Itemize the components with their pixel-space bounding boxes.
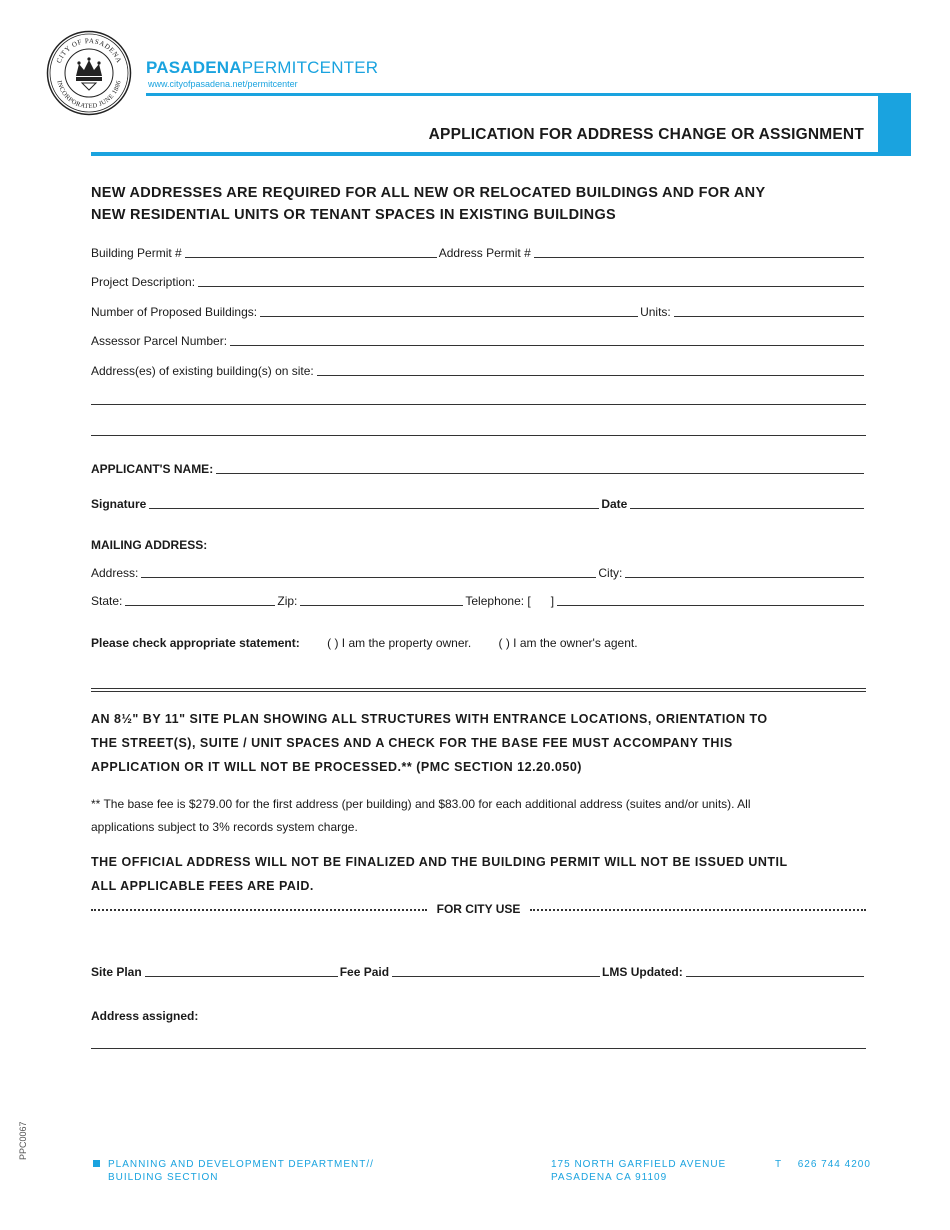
buildings-units-row: [91, 305, 866, 319]
fee-line-1: ** The base fee is $279.00 for the first address (per building) and $83.00 for each additional address (suites and/or units). All: [91, 797, 751, 811]
apn-label: Assessor Parcel Number:: [91, 334, 228, 348]
project-description-field[interactable]: [198, 285, 864, 287]
existing-addresses-row: [91, 364, 866, 378]
city-label: City:: [598, 566, 623, 580]
address-field[interactable]: [141, 576, 596, 578]
header-rule: [146, 93, 878, 96]
site-plan-notice: [91, 707, 871, 779]
fee-paid-field[interactable]: [392, 975, 600, 977]
permitcenter-url[interactable]: www.cityofpasadena.net/permitcenter: [148, 79, 298, 89]
agent-checkbox[interactable]: ( ) I am the owner's agent.: [498, 636, 638, 650]
zip-label: Zip:: [277, 594, 298, 608]
site-plan-field[interactable]: [145, 975, 338, 977]
project-description-row: [91, 275, 866, 289]
notice-line-2: THE STREET(S), SUITE / UNIT SPACES AND A CHECK FOR THE BASE FEE MUST ACCOMPANY THIS: [91, 736, 733, 750]
telephone-bracket-close: ]: [550, 594, 555, 608]
existing-addresses-line-2[interactable]: [91, 404, 866, 405]
finalization-notice: [91, 850, 871, 898]
applicant-name-label: APPLICANT'S NAME:: [91, 462, 214, 476]
date-field[interactable]: [630, 507, 864, 509]
building-permit-field[interactable]: [185, 256, 437, 258]
signature-label: Signature: [91, 497, 147, 511]
mailing-address-row: [91, 566, 866, 580]
headline-line-1: NEW ADDRESSES ARE REQUIRED FOR ALL NEW OR RELOCATED BUILDINGS AND FOR ANY: [91, 185, 766, 201]
footer-address: [551, 1158, 726, 1184]
form-title: APPLICATION FOR ADDRESS CHANGE OR ASSIGNMENT: [428, 126, 864, 143]
lms-updated-field[interactable]: [686, 975, 864, 977]
dotted-rule-right: [530, 909, 866, 911]
brand-light: PERMITCENTER: [241, 58, 379, 77]
address-assigned-field[interactable]: [91, 1048, 866, 1049]
telephone-label: Telephone: [: [465, 594, 531, 608]
fee-line-2: applications subject to 3% records system charge.: [91, 820, 358, 834]
state-zip-phone-row: [91, 594, 866, 608]
notice-line-1: AN 8½" BY 11" SITE PLAN SHOWING ALL STRUCTURES WITH ENTRANCE LOCATIONS, ORIENTATION TO: [91, 712, 768, 726]
applicant-name-field[interactable]: [216, 472, 864, 474]
telephone-field[interactable]: [557, 604, 864, 606]
phone-label: T: [775, 1159, 782, 1170]
num-buildings-label: Number of Proposed Buildings:: [91, 305, 258, 319]
signature-row: [91, 497, 866, 511]
state-field[interactable]: [125, 604, 275, 606]
brand-logo: [146, 58, 378, 78]
address-permit-field[interactable]: [534, 256, 864, 258]
units-label: Units:: [640, 305, 671, 319]
footer-phone: [775, 1158, 871, 1171]
signature-field[interactable]: [149, 507, 599, 509]
num-buildings-field[interactable]: [260, 315, 638, 317]
form-code: PPC0067: [18, 1121, 28, 1160]
date-label: Date: [601, 497, 628, 511]
fee-note: [91, 793, 866, 839]
statement-label: Please check appropriate statement:: [91, 636, 300, 650]
permit-numbers-row: [91, 246, 866, 260]
address-assigned-label: Address assigned:: [91, 1009, 199, 1023]
addr-line-2: PASADENA CA 91109: [551, 1172, 668, 1183]
mailing-address-heading: MAILING ADDRESS:: [91, 538, 208, 552]
final-line-1: THE OFFICIAL ADDRESS WILL NOT BE FINALIZED AND THE BUILDING PERMIT WILL NOT BE ISSUED UNTIL: [91, 855, 788, 869]
final-line-2: ALL APPLICABLE FEES ARE PAID.: [91, 879, 314, 893]
city-use-divider: [91, 901, 866, 917]
existing-addresses-label: Address(es) of existing building(s) on site:: [91, 364, 314, 378]
zip-field[interactable]: [300, 604, 463, 606]
building-permit-label: Building Permit #: [91, 246, 182, 260]
project-description-label: Project Description:: [91, 275, 196, 289]
headline: [91, 182, 891, 226]
dept-line-2: BUILDING SECTION: [108, 1172, 219, 1183]
notice-line-3: APPLICATION OR IT WILL NOT BE PROCESSED.** (PMC SECTION 12.20.050): [91, 760, 582, 774]
brand-bold: PASADENA: [146, 58, 242, 77]
units-field[interactable]: [674, 315, 864, 317]
svg-text:INCORPORATED JUNE 1886: INCORPORATED JUNE 1886: [55, 79, 123, 111]
city-use-label: FOR CITY USE: [436, 902, 521, 916]
owner-checkbox[interactable]: ( ) I am the property owner.: [327, 636, 472, 650]
dept-line-1: PLANNING AND DEVELOPMENT DEPARTMENT//: [108, 1159, 374, 1170]
section-divider: [91, 688, 866, 692]
city-use-row: [91, 965, 866, 979]
phone-number: 626 744 4200: [797, 1159, 871, 1170]
headline-line-2: NEW RESIDENTIAL UNITS OR TENANT SPACES IN EXISTING BUILDINGS: [91, 207, 616, 223]
fee-paid-label: Fee Paid: [339, 965, 390, 979]
square-bullet-icon: [93, 1160, 100, 1167]
state-label: State:: [91, 594, 123, 608]
title-rule: [91, 152, 886, 156]
city-seal-logo: [46, 30, 132, 116]
apn-field[interactable]: [230, 344, 864, 346]
address-label: Address:: [91, 566, 139, 580]
applicant-name-row: [91, 462, 866, 476]
addr-line-1: 175 NORTH GARFIELD AVENUE: [551, 1159, 727, 1170]
statement-row: [91, 636, 638, 650]
footer-department: [93, 1158, 374, 1184]
address-permit-label: Address Permit #: [438, 246, 531, 260]
site-plan-label: Site Plan: [91, 965, 142, 979]
svg-text:CITY OF PASADENA: CITY OF PASADENA: [54, 36, 124, 65]
apn-row: [91, 334, 866, 348]
existing-addresses-field[interactable]: [317, 374, 864, 376]
lms-updated-label: LMS Updated:: [602, 965, 683, 979]
dotted-rule-left: [91, 909, 427, 911]
header-accent-block: [878, 93, 911, 156]
city-field[interactable]: [625, 576, 864, 578]
existing-addresses-line-3[interactable]: [91, 435, 866, 436]
